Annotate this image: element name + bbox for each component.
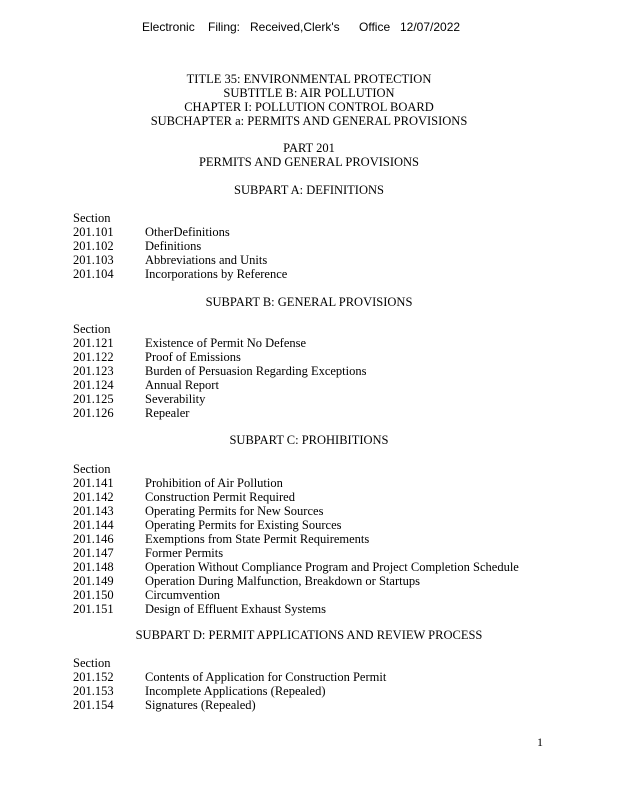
- section-title: Operating Permits for Existing Sources: [145, 518, 342, 532]
- section-title: Proof of Emissions: [145, 350, 241, 364]
- subpart-a-sections: [73, 211, 593, 281]
- section-number: 201.141: [73, 476, 114, 490]
- section-number: 201.143: [73, 504, 114, 518]
- toc-row: [73, 560, 593, 574]
- toc-row: [73, 267, 593, 281]
- subtitle-line: SUBTITLE B: AIR POLLUTION: [223, 86, 395, 100]
- section-number: 201.104: [73, 267, 114, 281]
- toc-row: [73, 476, 593, 490]
- section-title: Definitions: [145, 239, 202, 253]
- chapter-line: CHAPTER I: POLLUTION CONTROL BOARD: [184, 100, 434, 114]
- section-title: Contents of Application for Construction Permit: [145, 670, 387, 684]
- section-title: Exemptions from State Permit Requirements: [145, 532, 370, 546]
- subpart-c-title: SUBPART C: PROHIBITIONS: [229, 433, 389, 447]
- toc-row: [73, 532, 593, 546]
- part-name: PERMITS AND GENERAL PROVISIONS: [198, 155, 420, 169]
- toc-row: [73, 546, 593, 560]
- toc-row: [73, 392, 593, 406]
- toc-row: [73, 350, 593, 364]
- section-number: 201.150: [73, 588, 114, 602]
- section-number: 201.153: [73, 684, 114, 698]
- section-label: Section: [73, 462, 111, 476]
- section-number: 201.152: [73, 670, 114, 684]
- section-title: Annual Report: [145, 378, 219, 392]
- section-title: Incomplete Applications (Repealed): [145, 684, 326, 698]
- subpart-d-sections: [73, 656, 593, 712]
- toc-row: [73, 588, 593, 602]
- section-number: 201.144: [73, 518, 114, 532]
- section-title: Operating Permits for New Sources: [145, 504, 324, 518]
- section-title: Incorporations by Reference: [145, 267, 288, 281]
- stamp-word-electronic: Electronic: [142, 20, 195, 34]
- page-number: 1: [537, 735, 543, 749]
- section-label: Section: [73, 211, 111, 225]
- section-number: 201.122: [73, 350, 114, 364]
- toc-row: [73, 698, 593, 712]
- section-number: 201.154: [73, 698, 114, 712]
- section-number: 201.146: [73, 532, 114, 546]
- section-number: 201.102: [73, 239, 114, 253]
- toc-row: [73, 378, 593, 392]
- subchapter-line: SUBCHAPTER a: PERMITS AND GENERAL PROVISIONS: [150, 114, 468, 128]
- section-title: Prohibition of Air Pollution: [145, 476, 283, 490]
- toc-row: [73, 406, 593, 420]
- toc-row: [73, 670, 593, 684]
- section-number: 201.151: [73, 602, 114, 616]
- section-title: OtherDefinitions: [145, 225, 230, 239]
- section-number: 201.148: [73, 560, 114, 574]
- section-label: Section: [73, 656, 111, 670]
- subpart-c-sections: [73, 462, 593, 616]
- section-title: Repealer: [145, 406, 190, 420]
- section-title: Abbreviations and Units: [145, 253, 268, 267]
- toc-row: [73, 574, 593, 588]
- toc-row: [73, 504, 593, 518]
- toc-row: [73, 336, 593, 350]
- toc-row: [73, 684, 593, 698]
- section-number: 201.121: [73, 336, 114, 350]
- title-line: TITLE 35: ENVIRONMENTAL PROTECTION: [186, 72, 432, 86]
- section-title: Operation Without Compliance Program and Project Completion Schedule: [145, 560, 519, 574]
- toc-row: [73, 239, 593, 253]
- toc-row: [73, 518, 593, 532]
- part-heading: [0, 141, 618, 169]
- toc-row: [73, 253, 593, 267]
- stamp-word-office: Office: [359, 20, 391, 34]
- toc-row: [73, 364, 593, 378]
- stamp-date: 12/07/2022: [400, 20, 461, 34]
- section-number: 201.125: [73, 392, 114, 406]
- section-number: 201.149: [73, 574, 114, 588]
- section-number: 201.101: [73, 225, 114, 239]
- section-title: Signatures (Repealed): [145, 698, 256, 712]
- section-title: Burden of Persuasion Regarding Exceptions: [145, 364, 367, 378]
- section-number: 201.124: [73, 378, 114, 392]
- stamp-word-received: Received,Clerk's: [250, 20, 340, 34]
- section-number: 201.147: [73, 546, 114, 560]
- part-number: PART 201: [283, 141, 335, 155]
- toc-row: [73, 225, 593, 239]
- section-title: Operation During Malfunction, Breakdown or Startups: [145, 574, 420, 588]
- section-title: Former Permits: [145, 546, 224, 560]
- section-number: 201.142: [73, 490, 114, 504]
- toc-row: [73, 602, 593, 616]
- toc-row: [73, 490, 593, 504]
- section-number: 201.123: [73, 364, 114, 378]
- document-heading: [0, 72, 618, 128]
- section-title: Existence of Permit No Defense: [145, 336, 307, 350]
- subpart-a-title: SUBPART A: DEFINITIONS: [234, 183, 384, 197]
- subpart-d-title: SUBPART D: PERMIT APPLICATIONS AND REVIEW PROCESS: [135, 628, 483, 642]
- section-number: 201.126: [73, 406, 114, 420]
- section-title: Design of Effluent Exhaust Systems: [145, 602, 326, 616]
- stamp-word-filing: Filing:: [208, 20, 241, 34]
- subpart-b-sections: [73, 322, 593, 420]
- subpart-b-title: SUBPART B: GENERAL PROVISIONS: [205, 295, 413, 309]
- section-title: Construction Permit Required: [145, 490, 295, 504]
- section-label: Section: [73, 322, 111, 336]
- section-number: 201.103: [73, 253, 114, 267]
- section-title: Circumvention: [145, 588, 220, 602]
- section-title: Severability: [145, 392, 206, 406]
